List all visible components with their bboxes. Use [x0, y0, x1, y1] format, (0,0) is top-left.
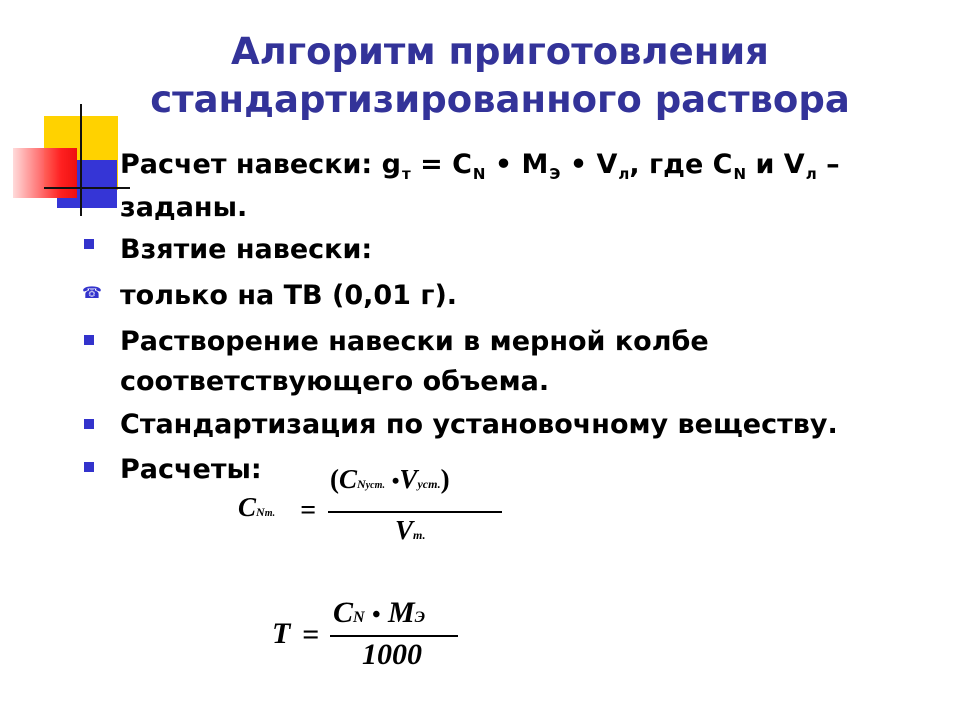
list-item-dissolution: Растворение навески в мерной колбе соответствующего объема.	[120, 326, 709, 397]
title-line-1: Алгоритм приготовления	[231, 30, 769, 73]
square-bullet-icon	[84, 239, 94, 249]
list-item-tv-only: только на ТВ (0,01 г).	[120, 280, 458, 311]
list-item-weighing: Взятие навески:	[120, 234, 373, 265]
formula2-equals: =	[302, 618, 320, 651]
list-item-calculations: Расчеты:	[120, 454, 262, 485]
square-bullet-icon	[84, 335, 94, 345]
formula1-fraction-bar	[328, 511, 502, 513]
title-line-2: стандартизированного раствора	[150, 78, 850, 121]
decorative-vertical-line	[80, 104, 82, 216]
formula2-numerator: CN • MЭ	[333, 596, 426, 629]
square-bullet-icon	[84, 462, 94, 472]
list-item-calculation: Расчет навески: $g_т = C_N$ • $M_Э$ • $V_л$, где $C_N$ и $V_л$ – заданы.	[120, 145, 920, 228]
decorative-red-square	[13, 148, 77, 198]
decorative-horizontal-line	[44, 187, 130, 189]
formula2-fraction-bar	[330, 635, 458, 637]
square-bullet-icon	[84, 419, 94, 429]
formula2-lhs: T	[272, 617, 291, 650]
list-item-line-2: заданы.	[120, 192, 248, 223]
list-item-standardization: Стандартизация по установочному веществу.	[120, 409, 838, 440]
telephone-icon: ☎	[82, 283, 102, 302]
formula1-numerator: (CNуст. •Vуст.)	[330, 464, 450, 494]
formula2-denominator: 1000	[362, 638, 422, 671]
formula1-lhs: CNт.	[238, 492, 276, 522]
formula1-equals: =	[300, 495, 316, 526]
slide-title	[120, 28, 880, 124]
formula1-denominator: Vт.	[395, 515, 426, 545]
